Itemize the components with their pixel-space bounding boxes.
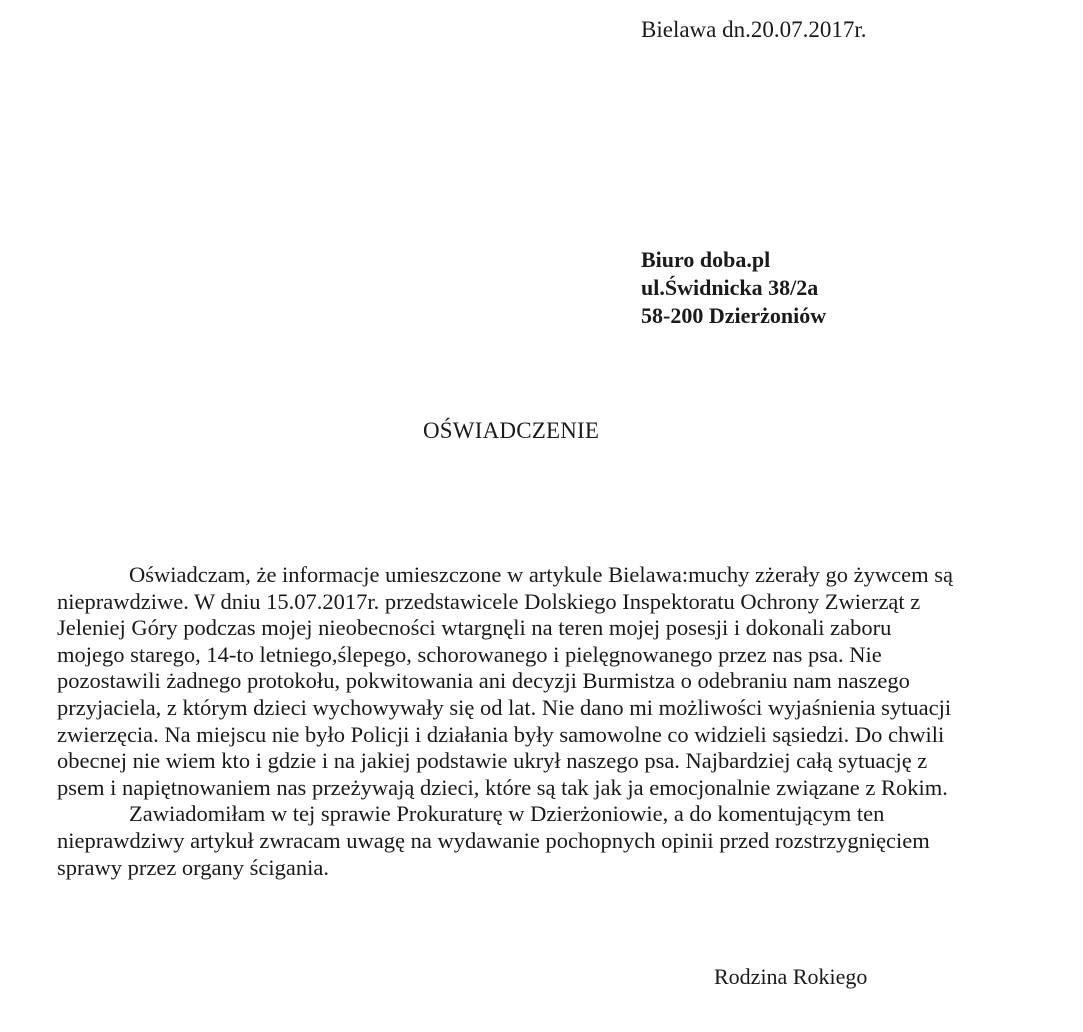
body-line: Oświadczam, że informacje umieszczone w artykule Bielawa:muchy zżerały go żywcem są xyxy=(129,562,954,587)
recipient-street: ul.Świdnicka 38/2a xyxy=(641,275,819,300)
body-line: przyjaciela, z którym dzieci wychowywały się od lat. Nie dano mi możliwości wyjaśnienia sytuacji xyxy=(57,694,952,720)
body-line: nieprawdziwe. W dniu 15.07.2017r. przedstawicele Dolskiego Inspektoratu Ochrony Zwierząt z xyxy=(57,588,921,614)
signature: Rodzina Rokiego xyxy=(714,964,868,989)
body-line: mojego starego, 14-to letniego,ślepego, schorowanego i pielęgnowanego przez nas psa. Nie xyxy=(57,641,882,667)
body-line: sprawy przez organy ścigania. xyxy=(57,854,329,880)
body-line: pozostawili żadnego protokołu, pokwitowania ani decyzji Burmistza o odebraniu nam naszego xyxy=(57,668,910,694)
recipient-address xyxy=(641,246,826,330)
statement-body xyxy=(57,562,1057,881)
body-line: Jeleniej Góry podczas mojej nieobecności wtargnęli na teren mojej posesji i dokonali zaboru xyxy=(57,615,892,641)
body-line: nieprawdziwy artykuł zwracam uwagę na wydawanie pochopnych opinii przed rozstrzygnięciem xyxy=(57,827,930,853)
recipient-name: Biuro doba.pl xyxy=(641,247,771,272)
body-line: psem i napiętnowaniem nas przeżywają dzieci, które są tak jak ja emocjonalnie związane z Rokim. xyxy=(57,774,948,800)
body-line: obecnej nie wiem kto i gdzie i na jakiej podstawie ukrył naszego psa. Najbardziej całą sytuację z xyxy=(57,748,928,774)
document-title: OŚWIADCZENIE xyxy=(423,418,600,443)
body-line: Zawiadomiłam w tej sprawie Prokuraturę w Dzierżoniowie, a do komentującym ten xyxy=(129,801,885,827)
recipient-city: 58-200 Dzierżoniów xyxy=(641,303,827,328)
letter-date: Bielawa dn.20.07.2017r. xyxy=(641,17,867,42)
body-line: zwierzęcia. Na miejscu nie było Policji i działania były samowolne co widzieli sąsiedzi. Do chwili xyxy=(57,721,945,747)
